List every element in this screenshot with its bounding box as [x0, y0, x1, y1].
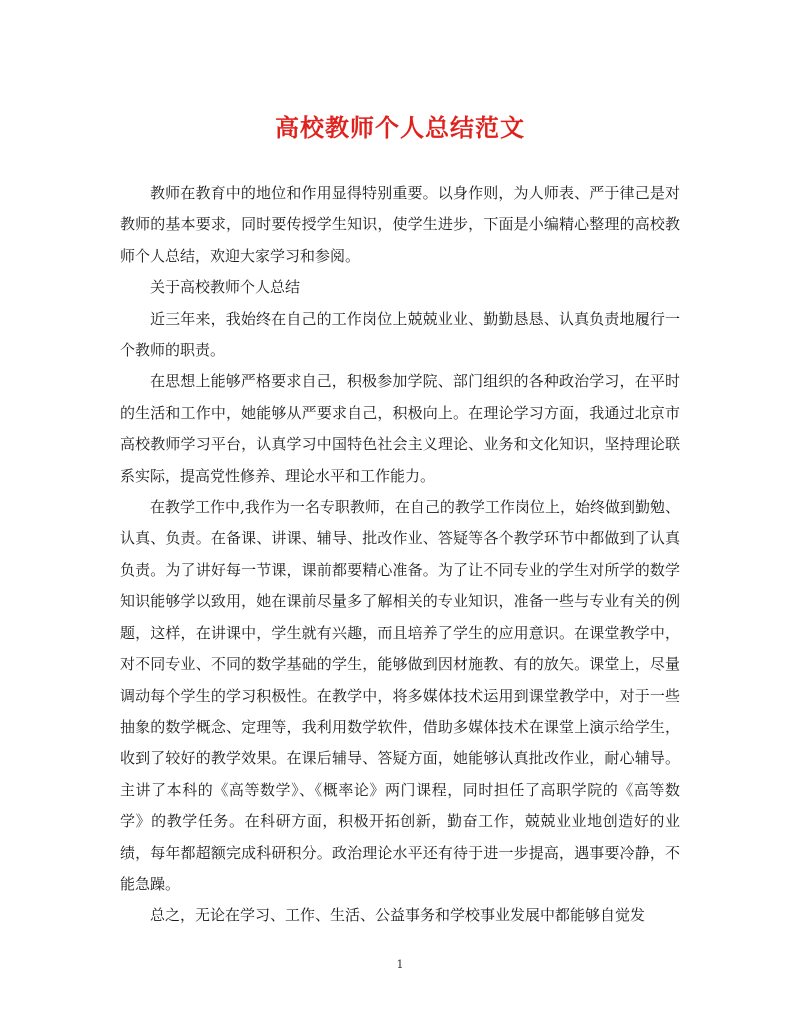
body-paragraph: 在教学工作中,我作为一名专职教师，在自己的教学工作岗位上，始终做到勤勉、认真、负责。在备课、讲课、辅导、批改作业、答疑等各个教学环节中都做到了认真负责。为了讲好每一节课，课前都要精心准备。为了让不同专业的学生对所学的数学知识能够学以致用，她在课前尽量多了解相关的专业知识，准备一些与专业有关的例题，这样，在讲课中，学生就有兴趣，而且培养了学生的应用意识。在课堂教学中，对不同专业、不同的数学基础的学生，能够做到因材施教、有的放矢。课堂上，尽量调动每个学生的学习积极性。在教学中，将多媒体技术运用到课堂教学中，对于一些抽象的数学概念、定理等，我利用数学软件，借助多媒体技术在课堂上演示给学生，收到了较好的教学效果。在课后辅导、答疑方面，她能够认真批改作业，耐心辅导。主讲了本科的《高等数学》、《概率论》两门课程，同时担任了高职学院的《高等数学》的教学任务。在科研方面，积极开拓创新，勤奋工作，兢兢业业地创造好的业绩，每年都超额完成科研积分。政治理论水平还有待于进一步提高，遇事要冷静，不能急躁。: [120, 498, 680, 893]
body-paragraph: 总之，无论在学习、工作、生活、公益事务和学校事业发展中都能够自觉发: [150, 906, 646, 925]
body-paragraph: 在思想上能够严格要求自己，积极参加学院、部门组织的各种政治学习，在平时的生活和工作中，她能够从严要求自己，积极向上。在理论学习方面，我通过北京市高校教师学习平台，认真学习中国特色社会主义理论、业务和文化知识，坚持理论联系实际，提高党性修养、理论水平和工作能力。: [120, 372, 680, 485]
document-title: 高校教师个人总结范文: [275, 113, 525, 142]
section-heading: 关于高校教师个人总结: [150, 278, 301, 297]
document-body: [120, 178, 680, 932]
page-number: 1: [396, 958, 404, 971]
body-paragraph: 近三年来，我始终在自己的工作岗位上兢兢业业、勤勤恳恳、认真负责地履行一个教师的职责。: [120, 309, 680, 360]
intro-paragraph: 教师在教育中的地位和作用显得特别重要。以身作则，为人师表、严于律己是对教师的基本要求，同时要传授学生知识，使学生进步，下面是小编精心整理的高校教师个人总结，欢迎大家学习和参阅。: [120, 184, 680, 265]
